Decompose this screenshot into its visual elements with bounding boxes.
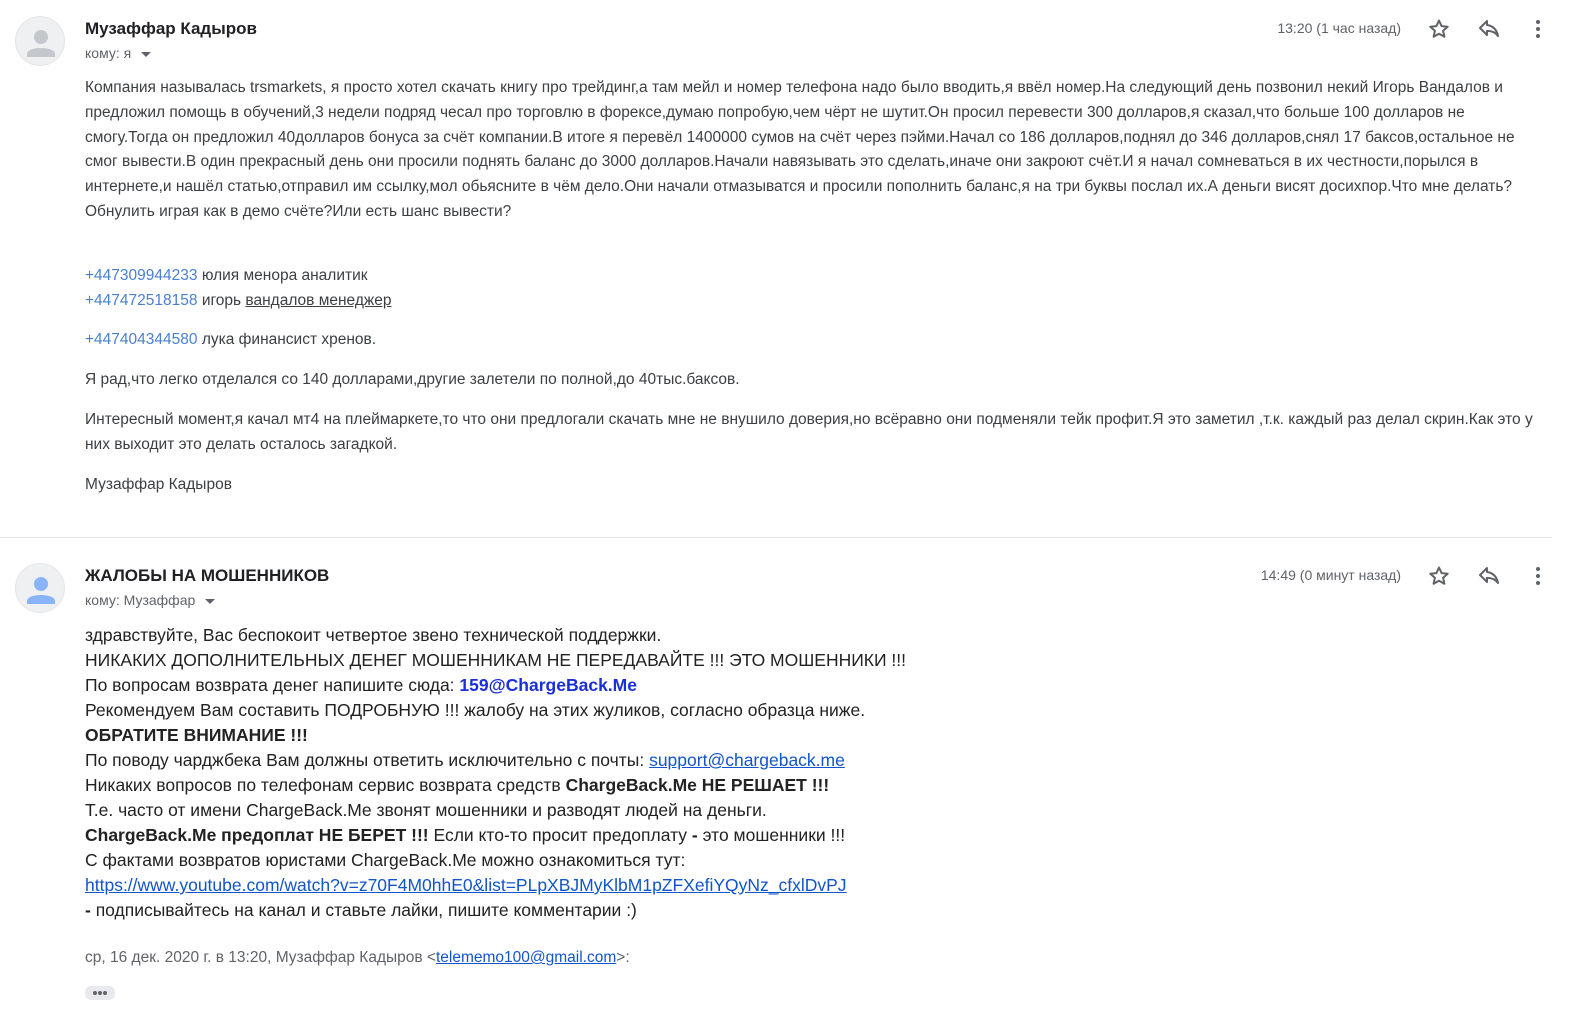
contact-line (85, 289, 1550, 314)
body-line-bold: ОБРАТИТЕ ВНИМАНИЕ !!! (85, 725, 308, 745)
email-link[interactable]: support@chargeback.me (649, 750, 845, 770)
recipient-details[interactable] (85, 592, 215, 608)
contact-text-underlined: вандалов менеджер (245, 291, 392, 309)
message-divider (0, 537, 1552, 538)
contact-text: игорь (201, 291, 242, 309)
body-line: здравствуйте, Вас беспокоит четвертое звено технической поддержки. (85, 625, 662, 645)
chevron-down-icon[interactable] (141, 52, 151, 57)
email-link[interactable]: 159@ChargeBack.Me (459, 675, 637, 695)
line-text-bold: - (85, 900, 91, 920)
avatar-icon[interactable] (15, 16, 65, 66)
contact-text: лука финансист хренов. (201, 331, 377, 349)
chevron-down-icon[interactable] (205, 599, 215, 604)
sender-name: Музаффар Кадыров (85, 19, 257, 38)
line-text: подписывайтесь на канал и ставьте лайки, пишите комментарии :) (90, 900, 637, 920)
message-body (85, 623, 1545, 923)
star-icon[interactable] (1427, 17, 1451, 41)
quote-suffix: >: (616, 949, 630, 966)
body-paragraph: Я рад,что легко отделался со 140 долларами,другие залетели по полной,до 40тыс.баксов. (85, 371, 740, 389)
line-text-bold: ChargeBack.Me предоплат НЕ БЕРЕТ !!! (85, 825, 429, 845)
body-line (85, 873, 1545, 898)
message-body (85, 76, 1550, 497)
reply-icon[interactable] (1477, 564, 1501, 588)
phone-link[interactable]: +447472518158 (85, 291, 198, 309)
line-text: это мошенники !!! (697, 825, 846, 845)
line-text: По поводу чарджбека Вам должны ответить исключительно с почты: (85, 750, 650, 770)
avatar-icon[interactable] (15, 563, 65, 613)
line-text: По вопросам возврата денег напишите сюда: (85, 675, 460, 695)
quote-prefix: ср, 16 дек. 2020 г. в 13:20, Музаффар Кадыров < (85, 949, 436, 966)
contact-line (85, 328, 1550, 353)
body-line: Т.е. часто от имени ChargeBack.Me звонят мошенники и разводят людей на деньги. (85, 800, 767, 820)
body-line: НИКАКИХ ДОПОЛНИТЕЛЬНЫХ ДЕНЕГ МОШЕННИКАМ НЕ ПЕРЕДАВАЙТЕ !!! ЭТО МОШЕННИКИ !!! (85, 650, 907, 670)
star-icon[interactable] (1427, 564, 1451, 588)
sender-name: ЖАЛОБЫ НА МОШЕННИКОВ (85, 566, 330, 585)
quoted-email-link[interactable]: telememo100@gmail.com (435, 949, 617, 966)
show-trimmed-icon[interactable] (85, 986, 115, 1000)
line-text-bold: ChargeBack.Me НЕ РЕШАЕТ !!! (565, 775, 830, 795)
body-line (85, 673, 1545, 698)
recipient-label: кому: я (85, 45, 132, 61)
recipient-label: кому: Музаффар (85, 592, 196, 608)
youtube-link[interactable]: https://www.youtube.com/watch?v=z70F4M0hhE0&list=PLpXBJMyKlbM1pZFXefiYQyNz_cfxlDvPJ (85, 875, 847, 895)
signature: Музаффар Кадыров (85, 475, 232, 493)
body-line: Рекомендуем Вам составить ПОДРОБНУЮ !!! жалобу на этих жуликов, согласно образца ниже. (85, 700, 866, 720)
body-paragraph: Интересный момент,я качал мт4 на плеймаркете,то что они предлогали скачать мне не внушило доверия,но всёравно они подменяли тейк профит.Я это заметил ,т.к. каждый раз делал скрин.Как это у них выходит это делать осталось загадкой. (85, 410, 1533, 453)
recipient-details[interactable] (85, 45, 151, 61)
body-line (85, 773, 1545, 798)
line-text: Никаких вопросов по телефонам сервис возврата средств (85, 775, 566, 795)
line-text: Если кто-то просит предоплату (428, 825, 692, 845)
quote-header (85, 949, 630, 967)
body-paragraph: Компания называлась trsmarkets, я просто хотел скачать книгу про трейдинг,а там мейл и номер телефона надо было вводить,я ввёл номер.На следующий день позвонил некий Игорь Вандалов и предложил помощь в обучений,3 недели подряд чесал про торговлю в форексе,думаю попробую,чем чёрт не шутит.Он просил перевести 300 долларов,я сказал,что больше 100 долларов не смогу.Тогда он предложил 40долларов бонуса за счёт компании.В итоге я перевёл 1400000 сумов на счёт через пэйми.Начал со 186 долларов,поднял до 346 долларов,снял 17 баксов,остальное не смог вывести.В один прекрасный день они просили поднять баланс до 3000 долларов.Начали навязывать это сделать,иначе они закроют счёт.И я начал сомневаться в их честности,порылся в интернете,и нашёл статью,отправил им ссылку,мол обьясните в чём дело.Они начали отмазыватся и просили пополнить баланс,я на три буквы послал их.А деньги висят досихпор.Что мне делать?Обнулить играя как в демо счёте?Или есть шанс вывести? (85, 79, 1515, 220)
body-line (85, 823, 1545, 848)
contact-line (85, 264, 1550, 289)
body-line (85, 898, 1545, 923)
line-text-bold: - (691, 825, 698, 845)
phone-link[interactable]: +447404344580 (85, 331, 198, 349)
body-line: С фактами возвратов юристами ChargeBack.Me можно ознакомиться тут: (85, 850, 686, 870)
message-time: 13:20 (1 час назад) (1277, 20, 1401, 36)
more-vert-icon[interactable] (1526, 17, 1550, 41)
body-line (85, 748, 1545, 773)
contact-text: юлия менора аналитик (201, 266, 368, 284)
more-vert-icon[interactable] (1526, 564, 1550, 588)
phone-link[interactable]: +447309944233 (85, 266, 198, 284)
message-time: 14:49 (0 минут назад) (1260, 567, 1401, 583)
reply-icon[interactable] (1477, 17, 1501, 41)
